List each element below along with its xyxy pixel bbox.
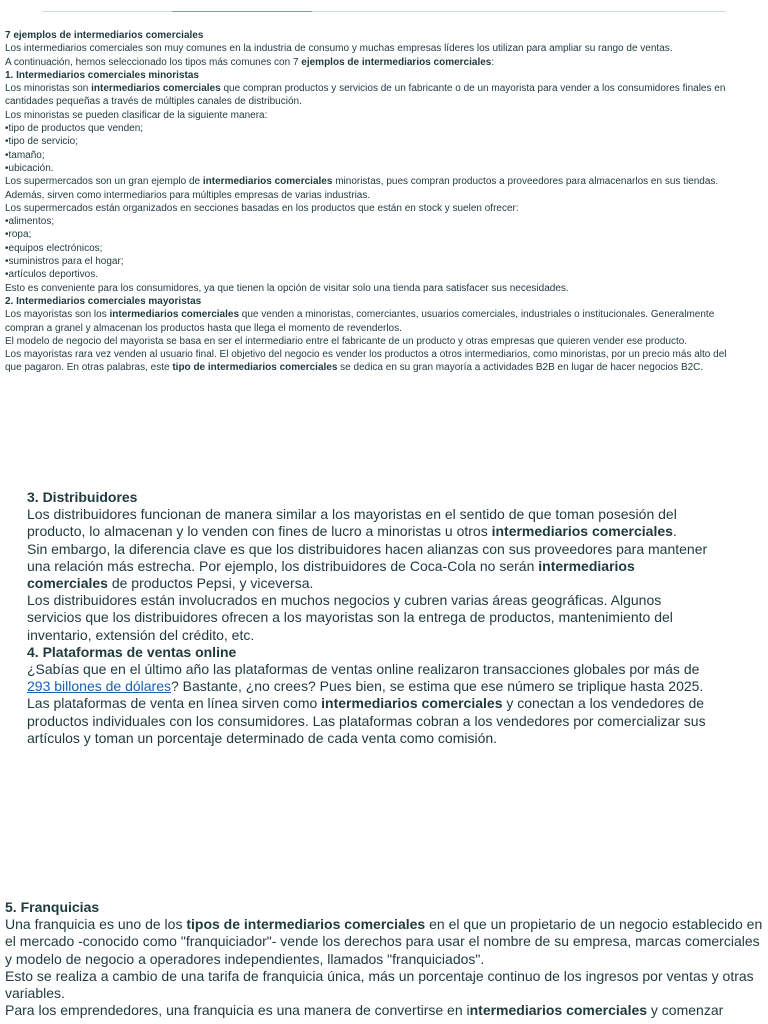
list-item: • suministros para el hogar; xyxy=(5,255,745,268)
section-franquicias xyxy=(5,899,765,1019)
minoristas-classification-intro: Los minoristas se pueden clasificar de la siguiente manera: xyxy=(5,109,268,121)
list-item: • ropa; xyxy=(5,228,745,241)
mayoristas-model: El modelo de negocio del mayorista se basa en ser el intermediario entre el fabricante de un producto y otras empresas que quieren vender ese producto. xyxy=(5,335,688,347)
supermercados-offer-list xyxy=(5,215,745,281)
supermercados-paragraph: Los supermercados son un gran ejemplo de intermediarios comerciales minoristas, pues compran productos a proveedores para almacenarlos en sus tiendas. Además, sirven como intermediarios para múltiples empresas de varias industrias. xyxy=(5,176,719,201)
intro-paragraph: Los intermediarios comerciales son muy comunes en la industria de consumo y muchas empresas líderes los utilizan para ampliar su rango de ventas. xyxy=(5,43,673,55)
billones-link[interactable]: 293 billones de dólares xyxy=(27,678,171,695)
section-distribuidores-online xyxy=(27,489,717,747)
plataformas-stats: ¿Sabías que en el último año las plataformas de ventas online realizaron transacciones globales por más de 293 billones de dólares? Bastante, ¿no crees? Pues bien, se estima que ese número se triplique hasta 2025. xyxy=(27,661,704,695)
list-item: • equipos electrónicos; xyxy=(5,242,745,255)
heading-plataformas-online: 4. Plataformas de ventas online xyxy=(27,643,237,660)
minoristas-classification-list xyxy=(5,122,745,175)
heading-distribuidores: 3. Distribuidores xyxy=(27,489,138,505)
franquicias-fee: Esto se realiza a cambio de una tarifa de franquicia única, más un porcentaje continuo de los ingresos por ventas y otras variables. xyxy=(5,967,754,1002)
distribuidores-services: Los distribuidores están involucrados en muchos negocios y cubren varias áreas geográficas. Algunos servicios que los distribuidores ofrecen a los mayoristas son la entrega de productos, mantenimiento del inventario, extensión del crédito, etc. xyxy=(27,592,673,643)
convenience-paragraph: Esto es conveniente para los consumidores, ya que tienen la opción de visitar solo una tienda para satisfacer sus necesidades. xyxy=(5,282,569,294)
distribuidores-difference: Sin embargo, la diferencia clave es que los distribuidores hacen alianzas con sus proveedores para mantener una relación más estrecha. Por ejemplo, los distribuidores de Coca-Cola no serán intermediarios comerciales de productos Pepsi, y viceversa. xyxy=(27,540,708,592)
top-divider xyxy=(42,11,726,12)
heading-franquicias: 5. Franquicias xyxy=(5,899,100,915)
lead-paragraph: A continuación, hemos seleccionado los tipos más comunes con 7 ejemplos de intermediarios comerciales: xyxy=(5,56,495,68)
list-item: • tamaño; xyxy=(5,149,745,162)
plataformas-definition: Las plataformas de venta en línea sirven como intermediarios comerciales y conectan a los vendedores de productos individuales con los consumidores. Las plataformas cobran a los vendedores por comercializar sus artículos y toman un porcentaje determinado de cada venta como comisión. xyxy=(27,695,706,746)
mayoristas-b2b: Los mayoristas rara vez venden al usuario final. El objetivo del negocio es vender los productos a otros intermediarios, como minoristas, por un precio más alto del que pagaron. En otras palabras, este tipo de intermediarios comerciales se dedica en su gran mayoría a actividades B2B en lugar de hacer negocios B2C. xyxy=(5,349,727,374)
distribuidores-definition: Los distribuidores funcionan de manera similar a los mayoristas en el sentido de que toman posesión del producto, lo almacenan y lo venden con fines de lucro a minoristas u otros intermediarios comerciales. xyxy=(27,506,677,540)
franquicias-definition: Una franquicia es uno de los tipos de intermediarios comerciales en el que un propietario de un negocio establecido en el mercado -conocido como "franquiciador"- vende los derechos para usar el nombre de su empresa, marcas comerciales y modelo de negocio a operadores independientes, llamados "franquiciados". xyxy=(5,916,763,967)
heading-minoristas: 1. Intermediarios comerciales minoristas xyxy=(5,69,199,81)
list-item: • tipo de productos que venden; xyxy=(5,122,745,135)
mayoristas-definition: Los mayoristas son los intermediarios comerciales que venden a minoristas, comerciantes, usuarios comerciales, industriales o institucionales. Generalmente compran a granel y almacenan los productos hasta que llega el momento de revenderlos. xyxy=(5,309,715,334)
supermercados-offer-intro: Los supermercados están organizados en secciones basadas en los productos que están en stock y suelen ofrecer: xyxy=(5,202,519,214)
heading-mayoristas: 2. Intermediarios comerciales mayoristas xyxy=(5,295,202,307)
franquicias-emprendedores: Para los emprendedores, una franquicia es una manera de convertirse en intermediarios comerciales y comenzar xyxy=(5,1002,724,1019)
list-item: • tipo de servicio; xyxy=(5,135,745,148)
list-item: • ubicación. xyxy=(5,162,745,175)
list-item: • alimentos; xyxy=(5,215,745,228)
article-title: 7 ejemplos de intermediarios comerciales xyxy=(5,30,204,41)
minoristas-definition: Los minoristas son intermediarios comerciales que compran productos y servicios de un fabricante o de un mayorista para vender a los consumidores finales en cantidades pequeñas a través de múltiples canales de distribución. xyxy=(5,83,726,108)
list-item: • artículos deportivos. xyxy=(5,268,745,281)
divider-accent xyxy=(172,11,312,12)
section-minoristas-mayoristas xyxy=(5,29,745,375)
